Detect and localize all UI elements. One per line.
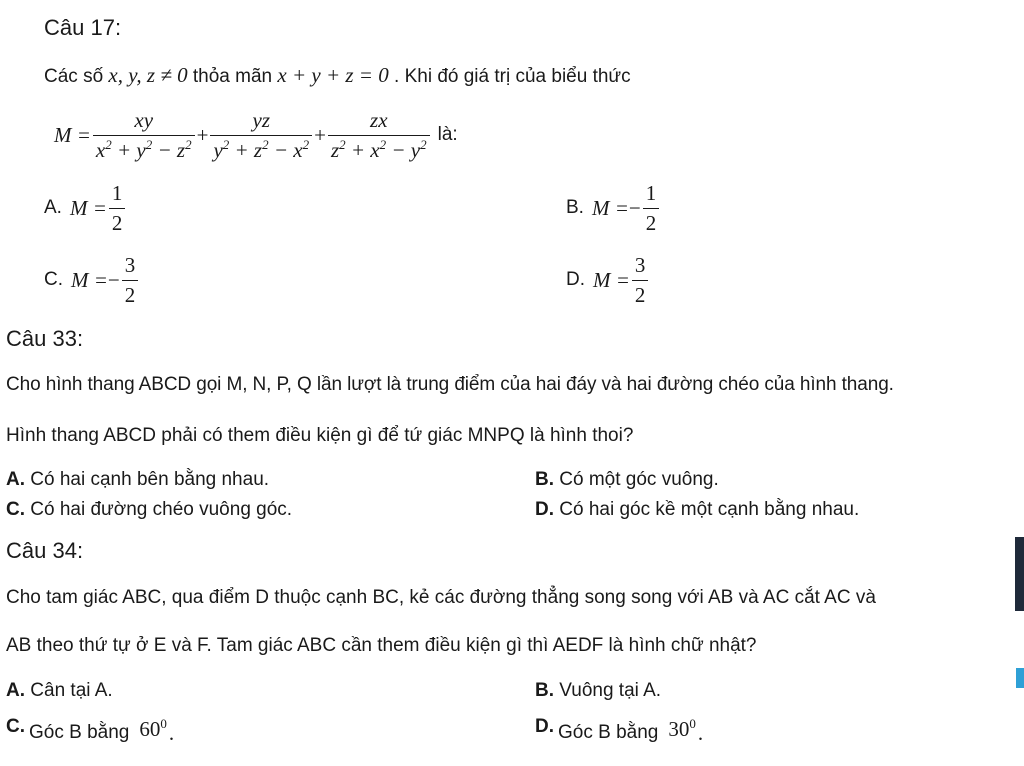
- option-sign: −: [628, 195, 641, 220]
- numerator: 1: [109, 181, 126, 209]
- numerator: 1: [643, 181, 660, 209]
- option-label: C.: [6, 716, 25, 737]
- option-label: C.: [6, 499, 25, 520]
- option-sign: −: [107, 267, 120, 292]
- option-fraction: [632, 253, 649, 308]
- option-fraction: [109, 181, 126, 236]
- q17-title: Câu 17:: [44, 15, 122, 40]
- expr-term-2: [210, 108, 312, 163]
- option-text: Góc B bằng: [558, 722, 659, 743]
- q33-option-d[interactable]: [535, 499, 859, 521]
- expr-suffix: là:: [437, 124, 458, 145]
- option-label: D.: [535, 499, 554, 520]
- q34-option-b[interactable]: [535, 680, 661, 702]
- option-text: Góc B bằng: [29, 722, 130, 743]
- q33-option-c[interactable]: [6, 499, 292, 521]
- edge-accent-marker: [1016, 668, 1024, 688]
- denominator: 2: [124, 282, 136, 307]
- option-label: D.: [566, 269, 585, 290]
- option-label: B.: [535, 680, 554, 701]
- plus-sign: +: [196, 122, 209, 147]
- option-text: Cân tại A.: [30, 680, 113, 701]
- q34-line-2: AB theo thứ tự ở E và F. Tam giác ABC cần them điều kiện gì thì AEDF là hình chữ nhật?: [6, 635, 757, 656]
- option-label: A.: [6, 469, 25, 490]
- option-lhs: M =: [71, 267, 108, 292]
- q17-intro-mid: thỏa mãn: [192, 66, 273, 87]
- q34-option-c[interactable]: [6, 714, 174, 752]
- numerator: 3: [122, 253, 139, 281]
- option-end: .: [697, 720, 704, 745]
- term-3-numerator: zx: [328, 108, 430, 136]
- angle-value: $30^0$: [668, 715, 696, 741]
- option-fraction: [122, 253, 139, 308]
- option-lhs: M =: [591, 195, 629, 220]
- edge-scroll-marker: [1015, 537, 1024, 611]
- term-1-numerator: xy: [93, 108, 195, 136]
- q17-option-c[interactable]: [44, 250, 140, 310]
- option-fraction: [643, 181, 660, 236]
- term-2-numerator: yz: [210, 108, 312, 136]
- q34-title: Câu 34:: [6, 538, 84, 563]
- q17-intro: [44, 62, 631, 90]
- q33-option-b[interactable]: [535, 469, 719, 491]
- option-text: Vuông tại A.: [559, 680, 662, 701]
- angle-value: $60^0$: [139, 715, 167, 741]
- q33-line-2: Hình thang ABCD phải có them điều kiện gì để tứ giác MNPQ là hình thoi?: [6, 425, 634, 446]
- option-lhs: M =: [69, 195, 107, 220]
- option-end: .: [168, 720, 175, 745]
- q33-title: Câu 33:: [6, 326, 84, 351]
- q17-cond-vars: x, y, z ≠ 0: [108, 63, 188, 87]
- option-lhs: M =: [593, 267, 630, 292]
- option-label: B.: [566, 197, 584, 218]
- term-3-denominator: $z^2 + x^2 - y^2$: [330, 136, 427, 162]
- option-text: Có hai đường chéo vuông góc.: [30, 499, 293, 520]
- q17-expression: [54, 104, 458, 166]
- q33-line-1: Cho hình thang ABCD gọi M, N, P, Q lần lượt là trung điểm của hai đáy và hai đường chéo của hình thang.: [6, 374, 894, 395]
- q34-option-a[interactable]: [6, 680, 113, 702]
- q34-option-d[interactable]: [535, 714, 703, 752]
- option-text: Có một góc vuông.: [559, 469, 719, 490]
- plus-sign: +: [314, 122, 326, 147]
- option-label: C.: [44, 269, 63, 290]
- numerator: 3: [632, 253, 649, 281]
- option-label: D.: [535, 716, 554, 737]
- option-text: Có hai góc kề một cạnh bằng nhau.: [559, 499, 860, 520]
- q17-option-a[interactable]: [44, 178, 127, 238]
- q17-cond-sum: x + y + z = 0: [277, 63, 389, 87]
- q17-intro-suffix: . Khi đó giá trị của biểu thức: [394, 66, 631, 87]
- expr-term-3: [328, 108, 430, 163]
- term-1-denominator: $x^2 + y^2 - z^2$: [95, 136, 192, 162]
- expr-term-1: [93, 108, 195, 163]
- term-2-denominator: $y^2 + z^2 - x^2$: [213, 136, 310, 162]
- q17-intro-prefix: Các số: [44, 66, 104, 87]
- q17-option-b[interactable]: [566, 178, 661, 238]
- denominator: 2: [111, 210, 123, 235]
- q33-option-a[interactable]: [6, 469, 269, 491]
- option-text: Có hai cạnh bên bằng nhau.: [30, 469, 270, 490]
- q34-line-1: Cho tam giác ABC, qua điểm D thuộc cạnh BC, kẻ các đường thẳng song song với AB và AC cắt AC và: [6, 587, 876, 608]
- q17-option-d[interactable]: [566, 250, 650, 310]
- option-label: B.: [535, 469, 554, 490]
- option-label: A.: [6, 680, 25, 701]
- denominator: 2: [645, 210, 657, 235]
- option-label: A.: [44, 197, 62, 218]
- denominator: 2: [634, 282, 646, 307]
- expr-lhs: M =: [54, 122, 91, 147]
